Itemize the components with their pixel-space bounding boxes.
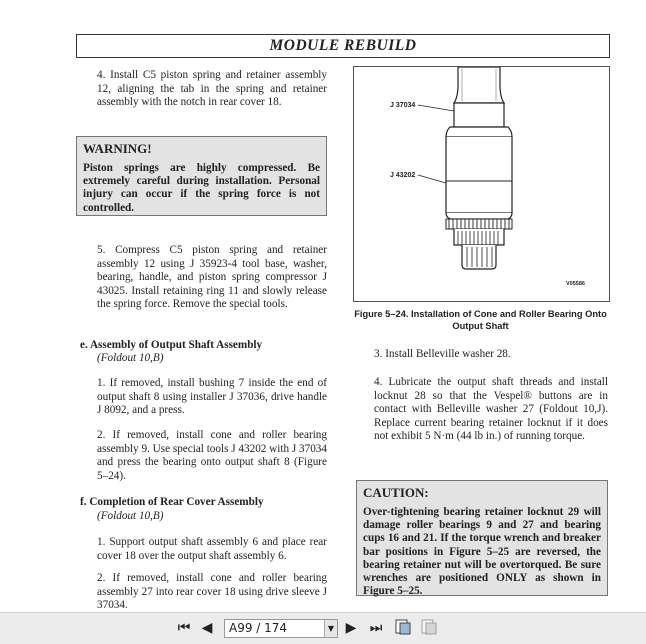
page-number-input[interactable] bbox=[224, 619, 338, 638]
prev-page-icon[interactable]: ◀ bbox=[201, 620, 213, 636]
step-3-right: 3. Install Belleville washer 28. bbox=[374, 348, 511, 360]
figure-code: V05586 bbox=[566, 281, 585, 287]
caution-body: Over-tightening bearing retainer locknut 29 will damage roller bearings 9 and 27 and bearing cups 16 and 21. If the torque wrench and breaker bar positions in Figure 5–25 are reversed, the bearing retainer nut will be overtorqued. Be sure wrenches are positioned ONLY as shown in Figure 5–25. bbox=[363, 506, 601, 598]
section-f-heading: f. Completion of Rear Cover Assembly bbox=[80, 496, 264, 508]
section-e-foldout: (Foldout 10,B) bbox=[97, 352, 164, 364]
figure-label-j37034: J 37034 bbox=[390, 102, 416, 109]
pdf-toolbar bbox=[0, 612, 646, 644]
bearing-installation-illustration bbox=[354, 67, 609, 301]
last-page-icon[interactable]: ⏭ bbox=[369, 620, 383, 636]
warning-body: Piston springs are highly compressed. Be extremely careful during installation. Personal injury can occur if the spring force is not controlled. bbox=[83, 162, 320, 214]
figure-5-24 bbox=[353, 66, 610, 302]
step-4-left: 4. Install C5 piston spring and retainer assembly 12, aligning the tab in the spring and retainer assembly with the notch in rear cover 18. bbox=[97, 69, 327, 109]
step-e2: 2. If removed, install cone and roller bearing assembly 9. Use special tools J 43202 with J 37034 and press the bearing onto output shaft 8 (Figure 5–24). bbox=[97, 429, 327, 482]
figure-caption: Figure 5–24. Installation of Cone and Roller Bearing Onto Output Shaft bbox=[354, 309, 607, 331]
step-e1: 1. If removed, install bushing 7 inside the end of output shaft 8 using installer J 37036, drive handle J 8092, and a press. bbox=[97, 377, 327, 417]
page-title: MODULE REBUILD bbox=[76, 34, 610, 58]
step-5-left: 5. Compress C5 piston spring and retainer assembly 12 using J 35923-4 tool base, washer, bearing, handle, and piston spring compressor J 43025. Install retaining ring 11 and slowly release the spring force. Remove the special tools. bbox=[97, 244, 327, 311]
view-alt-icon[interactable] bbox=[420, 618, 438, 638]
chevron-down-icon[interactable]: ▼ bbox=[324, 620, 337, 637]
step-f1: 1. Support output shaft assembly 6 and place rear cover 18 over the output shaft assembly 6. bbox=[97, 536, 327, 562]
section-e-heading: e. Assembly of Output Shaft Assembly bbox=[80, 339, 263, 351]
next-page-icon[interactable]: ▶ bbox=[345, 620, 357, 636]
warning-title: WARNING! bbox=[83, 141, 152, 156]
warning-box bbox=[76, 136, 327, 216]
caution-title: CAUTION: bbox=[363, 485, 429, 500]
first-page-icon[interactable]: ⏮ bbox=[177, 620, 191, 636]
section-f-foldout: (Foldout 10,B) bbox=[97, 510, 164, 522]
step-f2: 2. If removed, install cone and roller bearing assembly 27 into rear cover 18 using drive sleeve J 37034. bbox=[97, 572, 327, 612]
view-icon[interactable] bbox=[394, 618, 412, 638]
step-4-right: 4. Lubricate the output shaft threads and install locknut 28 so that the Vespel® buttons are in contact with Belleville washer 27 (Foldout 10,J). Replace current bearing retainer locknut if it does not exhibit 5 N·m (44 lb in.) of running torque. bbox=[374, 376, 608, 443]
page-number-value: A99 / 174 bbox=[229, 621, 288, 635]
caution-box bbox=[356, 480, 608, 596]
figure-label-j43202: J 43202 bbox=[390, 172, 416, 179]
